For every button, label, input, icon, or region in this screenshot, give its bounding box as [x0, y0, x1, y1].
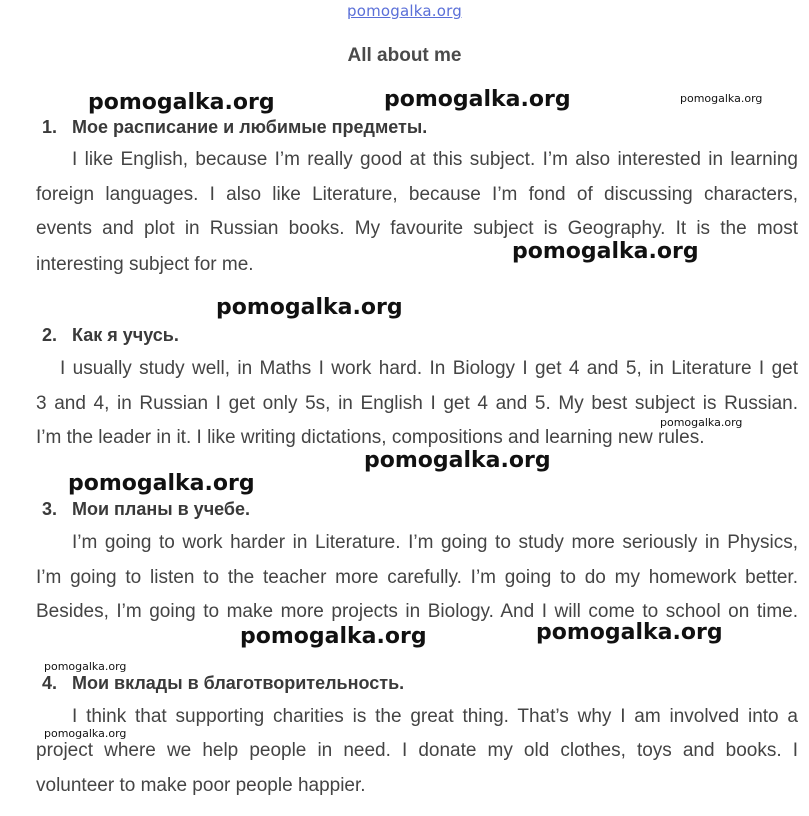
- section-4-line-1: I think that supporting charities is the great thing. That’s why I am involved into a: [72, 706, 798, 727]
- watermark: pomogalka.org: [680, 92, 763, 105]
- section-3-number: 3.: [42, 499, 58, 519]
- section-3-heading: [42, 499, 250, 520]
- watermark: pomogalka.org: [536, 620, 723, 645]
- section-1-line-3: events and plot in Russian books. My favourite subject is Geography. It is the most: [36, 218, 798, 239]
- section-4-number: 4.: [42, 673, 58, 693]
- section-2-line-1: I usually study well, in Maths I work hard. In Biology I get 4 and 5, in Literature I get: [60, 358, 798, 379]
- section-2-number: 2.: [42, 325, 58, 345]
- section-4-line-3: volunteer to make poor people happier.: [36, 775, 366, 796]
- watermark: pomogalka.org: [68, 471, 255, 496]
- section-2-line-2: 3 and 4, in Russian I get only 5s, in English I get 4 and 5. My best subject is Russian.: [36, 393, 798, 414]
- section-4-heading: [42, 673, 404, 694]
- section-2-line-3: I’m the leader in it. I like writing dictations, compositions and learning new rules.: [36, 427, 705, 448]
- section-1-heading: [42, 117, 427, 138]
- watermark: pomogalka.org: [512, 239, 699, 264]
- section-1-line-2: foreign languages. I also like Literature, because I’m fond of discussing characters,: [36, 184, 798, 205]
- watermark: pomogalka.org: [364, 448, 551, 473]
- page-title: All about me: [347, 45, 462, 66]
- watermark: pomogalka.org: [88, 90, 275, 115]
- watermark: pomogalka.org: [384, 87, 571, 112]
- section-4-line-2: project where we help people in need. I donate my old clothes, toys and books. I: [36, 740, 798, 761]
- section-2-title: Как я учусь.: [72, 325, 179, 345]
- section-1-title: Мое расписание и любимые предметы.: [72, 117, 428, 137]
- watermark: pomogalka.org: [44, 727, 127, 740]
- watermark: pomogalka.org: [240, 624, 427, 649]
- section-4-title: Мои вклады в благотворительность.: [72, 673, 405, 693]
- section-3-line-1: I’m going to work harder in Literature. I’m going to study more seriously in Physics,: [72, 532, 798, 553]
- watermark: pomogalka.org: [216, 295, 403, 320]
- section-3-title: Мои планы в учебе.: [72, 499, 251, 519]
- section-3-line-2: I’m going to listen to the teacher more carefully. I’m going to do my homework better.: [36, 567, 798, 588]
- site-link[interactable]: pomogalka.org: [347, 2, 462, 20]
- watermark: pomogalka.org: [660, 416, 743, 429]
- section-1-number: 1.: [42, 117, 58, 137]
- section-1-line-4: interesting subject for me.: [36, 254, 254, 275]
- section-1-line-1: I like English, because I’m really good at this subject. I’m also interested in learning: [72, 149, 798, 170]
- section-3-line-3: Besides, I’m going to make more projects in Biology. And I will come to school on time.: [36, 601, 798, 622]
- watermark: pomogalka.org: [44, 660, 127, 673]
- section-2-heading: [42, 325, 179, 346]
